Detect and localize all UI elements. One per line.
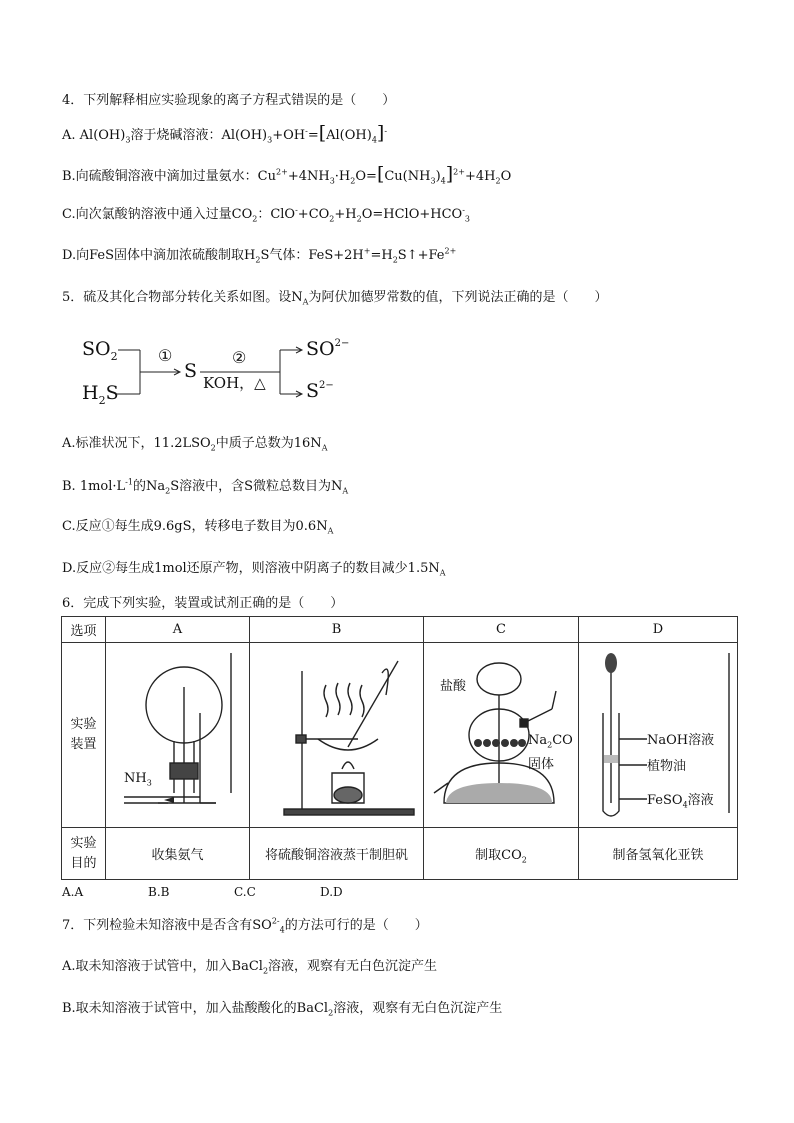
sulfide-formula: $S^{2-}$: [306, 379, 334, 402]
ferrous-sulfate-label: FeSO$_4$溶液: [647, 793, 714, 810]
step-2-label: ②: [232, 348, 247, 367]
q6-choices: [62, 885, 343, 899]
h2s-formula: $H_2S$: [82, 382, 119, 407]
apparatus-a: [106, 643, 250, 828]
choice-c[interactable]: C.C: [234, 885, 256, 899]
choice-d[interactable]: D.D: [320, 885, 343, 899]
acid-label: 盐酸: [440, 679, 467, 694]
q5-option-b: B. $1mol\cdot L^{-1}$的$Na_2S$溶液中，含S微粒总数目为$N_A$: [62, 477, 349, 496]
sulfite-formula: $SO^{2-}$: [306, 337, 350, 360]
apparatus-row-label: 实验 装置: [62, 643, 106, 828]
header-a: A: [106, 617, 250, 643]
q4-option-d: D.向FeS固体中滴加浓硫酸制取$H_2S$气体：$FeS+2H^+=H_2S↑+Fe^{2+}$: [62, 246, 457, 265]
purpose-row-label: 实验 目的: [62, 828, 106, 880]
header-b: B: [250, 617, 424, 643]
sulfur-conversion-scheme: [80, 336, 380, 416]
q7-option-b: B.取未知溶液于试管中，加入盐酸酸化的BaCl$_2$溶液，观察有无白色沉淀产生: [62, 1001, 503, 1018]
so2-formula: $SO_2$: [82, 338, 118, 363]
step-1-label: ①: [158, 346, 173, 365]
apparatus-c: [424, 643, 579, 828]
evaporation-figure: [250, 643, 424, 827]
purpose-a: 收集氨气: [106, 828, 250, 880]
solid-label: 固体: [528, 757, 555, 772]
q5-option-c: C.反应①每生成9.6gS，转移电子数目为$0.6N_A$: [62, 519, 334, 536]
reaction-condition: KOH，△: [203, 374, 266, 392]
header-c: C: [424, 617, 579, 643]
q7-stem: 7．下列检验未知溶液中是否含有$SO^{2-}_4$的方法可行的是（ ）: [62, 916, 428, 935]
sulfur-intermediate: S: [184, 360, 198, 382]
choice-b[interactable]: B.B: [148, 885, 170, 899]
apparatus-b: [250, 643, 424, 828]
q4-option-b: B.向硫酸铜溶液中滴加过量氨水：$Cu^{2+}+4NH_3\cdot H_2O=[Cu(NH_3)_4]^{2+}+4H_2O$: [62, 163, 512, 186]
q4-stem: 4．下列解释相应实验现象的离子方程式错误的是（ ）: [62, 93, 396, 108]
q7-option-a: A.取未知溶液于试管中，加入BaCl$_2$溶液，观察有无白色沉淀产生: [62, 959, 438, 976]
q6-stem: 6．完成下列实验，装置或试剂正确的是（ ）: [62, 596, 344, 611]
q5-option-a: A.标准状况下，$11.2LSO_2$中质子总数为$16N_A$: [62, 436, 328, 453]
q4-option-c: C.向次氯酸钠溶液中通入过量$CO_2$：$ClO^-+CO_2+H_2O=HClO+HCO^-_3$: [62, 205, 470, 224]
purpose-c: 制取$CO_2$: [424, 828, 579, 880]
experiment-table: [61, 616, 738, 880]
purpose-b: 将硫酸铜溶液蒸干制胆矾: [250, 828, 424, 880]
header-d: D: [579, 617, 738, 643]
apparatus-d: [579, 643, 738, 828]
purpose-d: 制备氢氧化亚铁: [579, 828, 738, 880]
q5-option-d: D.反应②每生成1mol还原产物，则溶液中阴离子的数目减少$1.5N_A$: [62, 561, 446, 578]
q4-option-a: A. $Al(OH)_3$溶于烧碱溶液：$Al(OH)_3+OH^-=[Al(OH)_4]^-$: [62, 122, 388, 145]
vegetable-oil-label: 植物油: [647, 759, 687, 774]
scheme-arrows: [80, 336, 380, 416]
naoh-label: NaOH溶液: [647, 733, 715, 748]
header-option: 选项: [62, 617, 106, 643]
sodium-carbonate-label: $Na_2CO$: [528, 733, 573, 750]
ammonia-flask-figure: [106, 643, 250, 827]
ammonia-label: $NH_3$: [124, 771, 152, 788]
purpose-row: [62, 828, 738, 880]
table-header-row: [62, 617, 738, 643]
q5-stem: 5．硫及其化合物部分转化关系如图。设$N_A$为阿伏加德罗常数的值，下列说法正确的是（ ）: [62, 290, 608, 307]
choice-a[interactable]: A.A: [62, 885, 84, 899]
apparatus-row: [62, 643, 738, 828]
